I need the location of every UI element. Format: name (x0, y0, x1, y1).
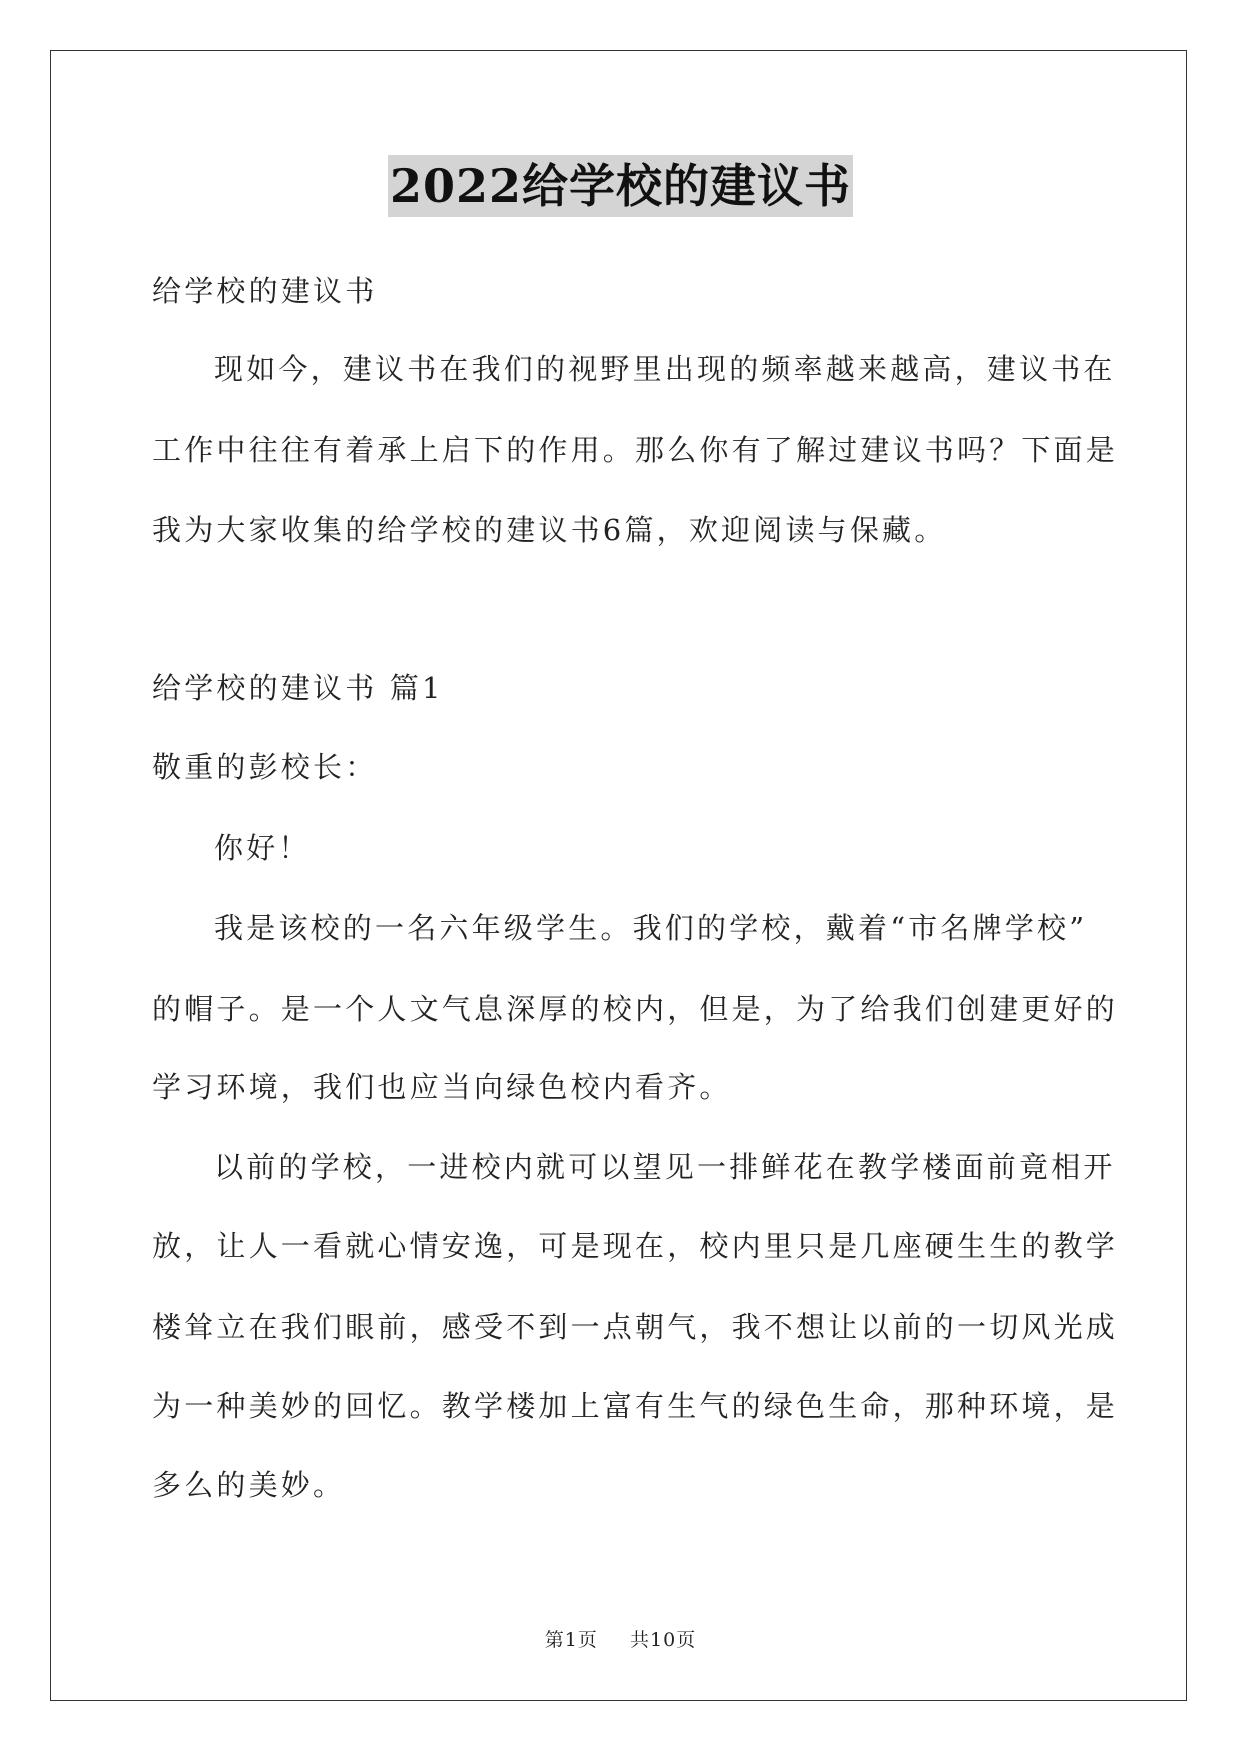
page-total: 共10页 (630, 1629, 697, 1651)
paragraph-line: 放，让人一看就心情安逸，可是现在，校内里只是几座硬生生的教学 (152, 1229, 1119, 1263)
document-title: 2022给学校的建议书 (388, 155, 853, 217)
page-footer (0, 1625, 1241, 1652)
title-container (0, 155, 1241, 217)
paragraph-line: 楼耸立在我们眼前，感受不到一点朝气，我不想让以前的一切风光成 (152, 1310, 1119, 1344)
paragraph-line: 我是该校的一名六年级学生。我们的学校，戴着“市名牌学校” (214, 911, 1088, 945)
intro-line: 我为大家收集的给学校的建议书6篇，欢迎阅读与保藏。 (152, 513, 947, 547)
paragraph-line: 学习环境，我们也应当向绿色校内看齐。 (152, 1070, 732, 1104)
intro-line: 现如今，建议书在我们的视野里出现的频率越来越高，建议书在 (214, 352, 1116, 386)
section-heading: 给学校的建议书 篇1 (152, 671, 444, 705)
salutation: 敬重的彭校长： (152, 750, 378, 784)
intro-line: 工作中往往有着承上启下的作用。那么你有了解过建议书吗？下面是 (152, 433, 1119, 467)
paragraph-line: 的帽子。是一个人文气息深厚的校内，但是，为了给我们创建更好的 (152, 992, 1119, 1026)
paragraph-line: 多么的美妙。 (152, 1468, 346, 1502)
paragraph-line: 以前的学校，一进校内就可以望见一排鲜花在教学楼面前竟相开 (214, 1150, 1116, 1184)
page-number: 第1页 (544, 1629, 598, 1651)
greeting: 你好！ (214, 831, 311, 865)
paragraph-line: 为一种美妙的回忆。教学楼加上富有生气的绿色生命，那种环境，是 (152, 1389, 1119, 1423)
subtitle: 给学校的建议书 (152, 274, 378, 308)
